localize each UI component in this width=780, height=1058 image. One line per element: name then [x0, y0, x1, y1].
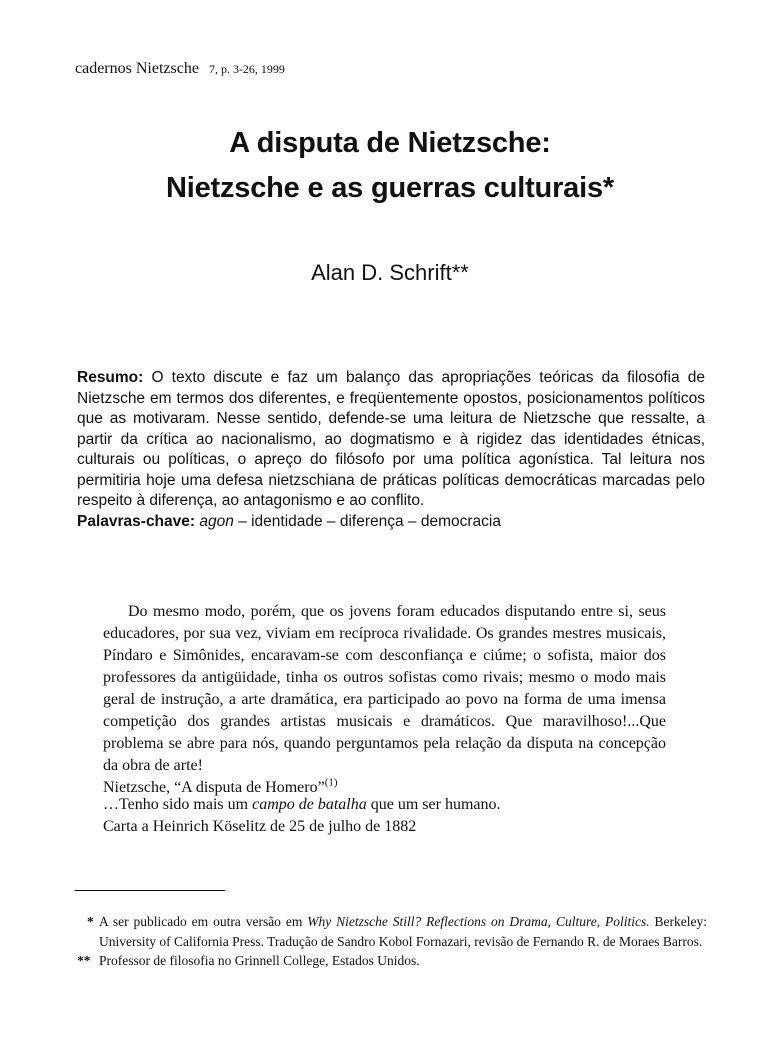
epigraph-homer-citation: Nietzsche, “A disputa de Homero” [103, 779, 325, 796]
footnote-divider [75, 890, 225, 891]
journal-name: cadernos Nietzsche [75, 60, 199, 77]
running-header [75, 60, 285, 78]
title-line-2 [0, 172, 780, 205]
abstract [77, 368, 705, 532]
epigraph-letter [103, 794, 501, 838]
footnote-2-text: Professor de filosofia no Grinnell College, Estados Unidos. [99, 953, 420, 968]
title-line-1 [0, 127, 780, 160]
epigraph-letter-italic: campo de batalha [252, 796, 367, 813]
abstract-paragraph [77, 368, 705, 512]
keywords [77, 512, 705, 533]
title-line-2-text: Nietzsche e as guerras culturais [166, 172, 603, 204]
footnote-ref-1[interactable]: (1) [324, 776, 338, 789]
footnotes [77, 912, 707, 971]
footnote-1-text-end: Berkeley: University of California Press. Tradução de Sandro Kobol Fornazari, revisão de Fernando R. de Moraes Barros. [99, 914, 707, 949]
epigraph-letter-text [103, 794, 501, 816]
epigraph-letter-source: Carta a Heinrich Köselitz de 25 de julho de 1882 [103, 818, 417, 835]
title-line-1-text: A disputa de Nietzsche: [229, 127, 551, 159]
issue-info: 7, p. 3-26, 1999 [208, 62, 285, 76]
epigraph-homer-text: Do mesmo modo, porém, que os jovens foram educados disputando entre si, seus educadores, por sua vez, viviam em recíproca rivalidade. Os grandes mestres musicais, Píndaro e Simônides, encaravam-se com desconfiança e ciúme; o sofista, maior dos professores da antigüidade, tinha os outros sofistas como rivais; mesmo o modo mais geral de instrução, a arte dramática, era participado ao povo na forma de uma imensa competição dos grandes artistas musicais e dramáticos. Que maravilhoso!...Que problema se abre para nós, quando perguntamos pela relação da disputa na concepção da obra de arte! [103, 603, 666, 774]
epigraph-homer [103, 601, 666, 799]
keywords-list: – identidade – diferença – democracia [233, 512, 501, 530]
footnote-1 [77, 912, 707, 951]
footnote-2-mark: ** [77, 953, 91, 968]
footnote-1-mark: * [87, 914, 94, 929]
epigraph-letter-text-start: …Tenho sido mais um [103, 796, 253, 813]
author-name: Alan D. Schrift [311, 260, 452, 285]
abstract-text: O texto discute e faz um balanço das apropriações teóricas da filosofia de Nietzsche em termos dos diferentes, e freqüentemente opostos, posicionamentos políticos que as motivaram. Nesse sentido, defende-se uma leitura de Nietzsche que ressalte, a partir da crítica ao nacionalismo, ao dogmatismo e à rigidez das identidades étnicas, culturais ou políticas, o apreço do filósofo por uma política agonística. Tal leitura nos permitiria hoje uma defesa nietzschiana de práticas políticas democráticas marcadas pelo respeito à diferença, ao antagonismo e ao conflito. [77, 369, 706, 509]
footnote-1-book-title: Why Nietzsche Still? Reflections on Drama, Culture, Politics. [307, 914, 650, 929]
abstract-label: Resumo: [77, 369, 144, 386]
keywords-label: Palavras-chave: [77, 512, 196, 530]
epigraph-letter-text-end: que um ser humano. [366, 796, 501, 813]
keyword-agon: agon [199, 512, 234, 530]
title-footnote-mark: * [602, 172, 614, 204]
author-footnote-mark: ** [451, 260, 469, 285]
footnote-1-text-start: A ser publicado em outra versão em [99, 914, 308, 929]
author-line [0, 260, 780, 286]
footnote-2 [77, 951, 707, 971]
